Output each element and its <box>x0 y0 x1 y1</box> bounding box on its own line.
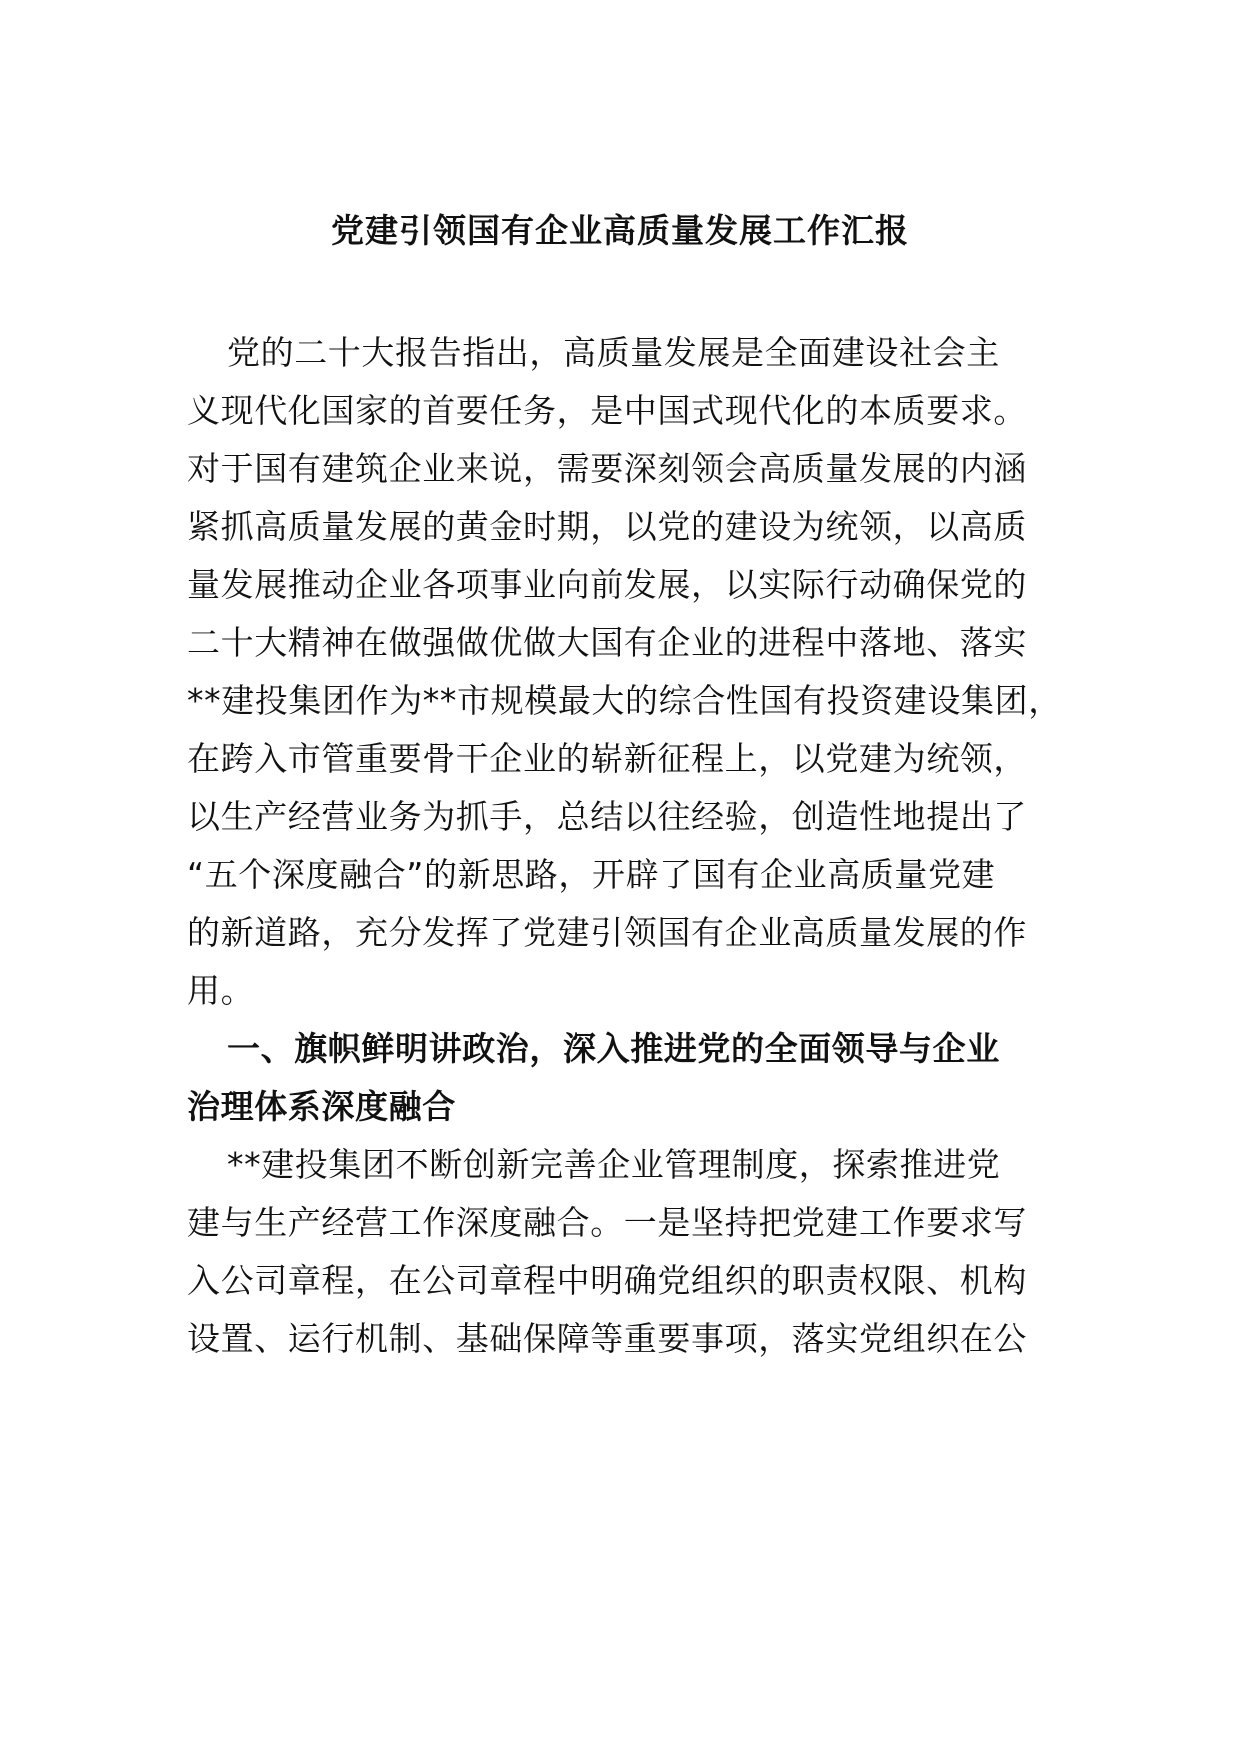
paragraph-2-line-3: 入公司章程，在公司章程中明确党组织的职责权限、机构 <box>187 1261 1027 1300</box>
paragraph-2-line-1: **建投集团不断创新完善企业管理制度，探索推进党 <box>227 1145 1001 1184</box>
paragraph-1-line-9: 以生产经营业务为抓手，总结以往经验，创造性地提出了 <box>187 797 1027 836</box>
paragraph-1-line-6: 二十大精神在做强做优做大国有企业的进程中落地、落实 <box>187 623 1027 662</box>
section-heading-1-line-1: 一、旗帜鲜明讲政治，深入推进党的全面领导与企业 <box>227 1029 1000 1068</box>
paragraph-1-line-7: **建投集团作为**市规模最大的综合性国有投资建设集团， <box>187 681 1062 720</box>
section-heading-1-line-2: 治理体系深度融合 <box>187 1087 456 1126</box>
paragraph-1-line-1: 党的二十大报告指出，高质量发展是全面建设社会主 <box>227 333 1000 372</box>
paragraph-1-line-8: 在跨入市管重要骨干企业的崭新征程上，以党建为统领， <box>187 739 1027 778</box>
paragraph-2-line-2: 建与生产经营工作深度融合。一是坚持把党建工作要求写 <box>187 1203 1027 1242</box>
paragraph-1-line-10: “五个深度融合”的新思路，开辟了国有企业高质量党建 <box>187 855 996 894</box>
document-title: 党建引领国有企业高质量发展工作汇报 <box>331 211 909 250</box>
paragraph-1-line-5: 量发展推动企业各项事业向前发展，以实际行动确保党的 <box>187 565 1027 604</box>
paragraph-2-line-4: 设置、运行机制、基础保障等重要事项，落实党组织在公 <box>187 1319 1027 1358</box>
paragraph-1-line-2: 义现代化国家的首要任务，是中国式现代化的本质要求。 <box>187 391 1027 430</box>
paragraph-1-line-12: 用。 <box>187 971 255 1010</box>
paragraph-1-line-4: 紧抓高质量发展的黄金时期，以党的建设为统领，以高质 <box>187 507 1027 546</box>
paragraph-1-line-11: 的新道路，充分发挥了党建引领国有企业高质量发展的作 <box>187 913 1027 952</box>
paragraph-1-line-3: 对于国有建筑企业来说，需要深刻领会高质量发展的内涵 <box>187 449 1027 488</box>
